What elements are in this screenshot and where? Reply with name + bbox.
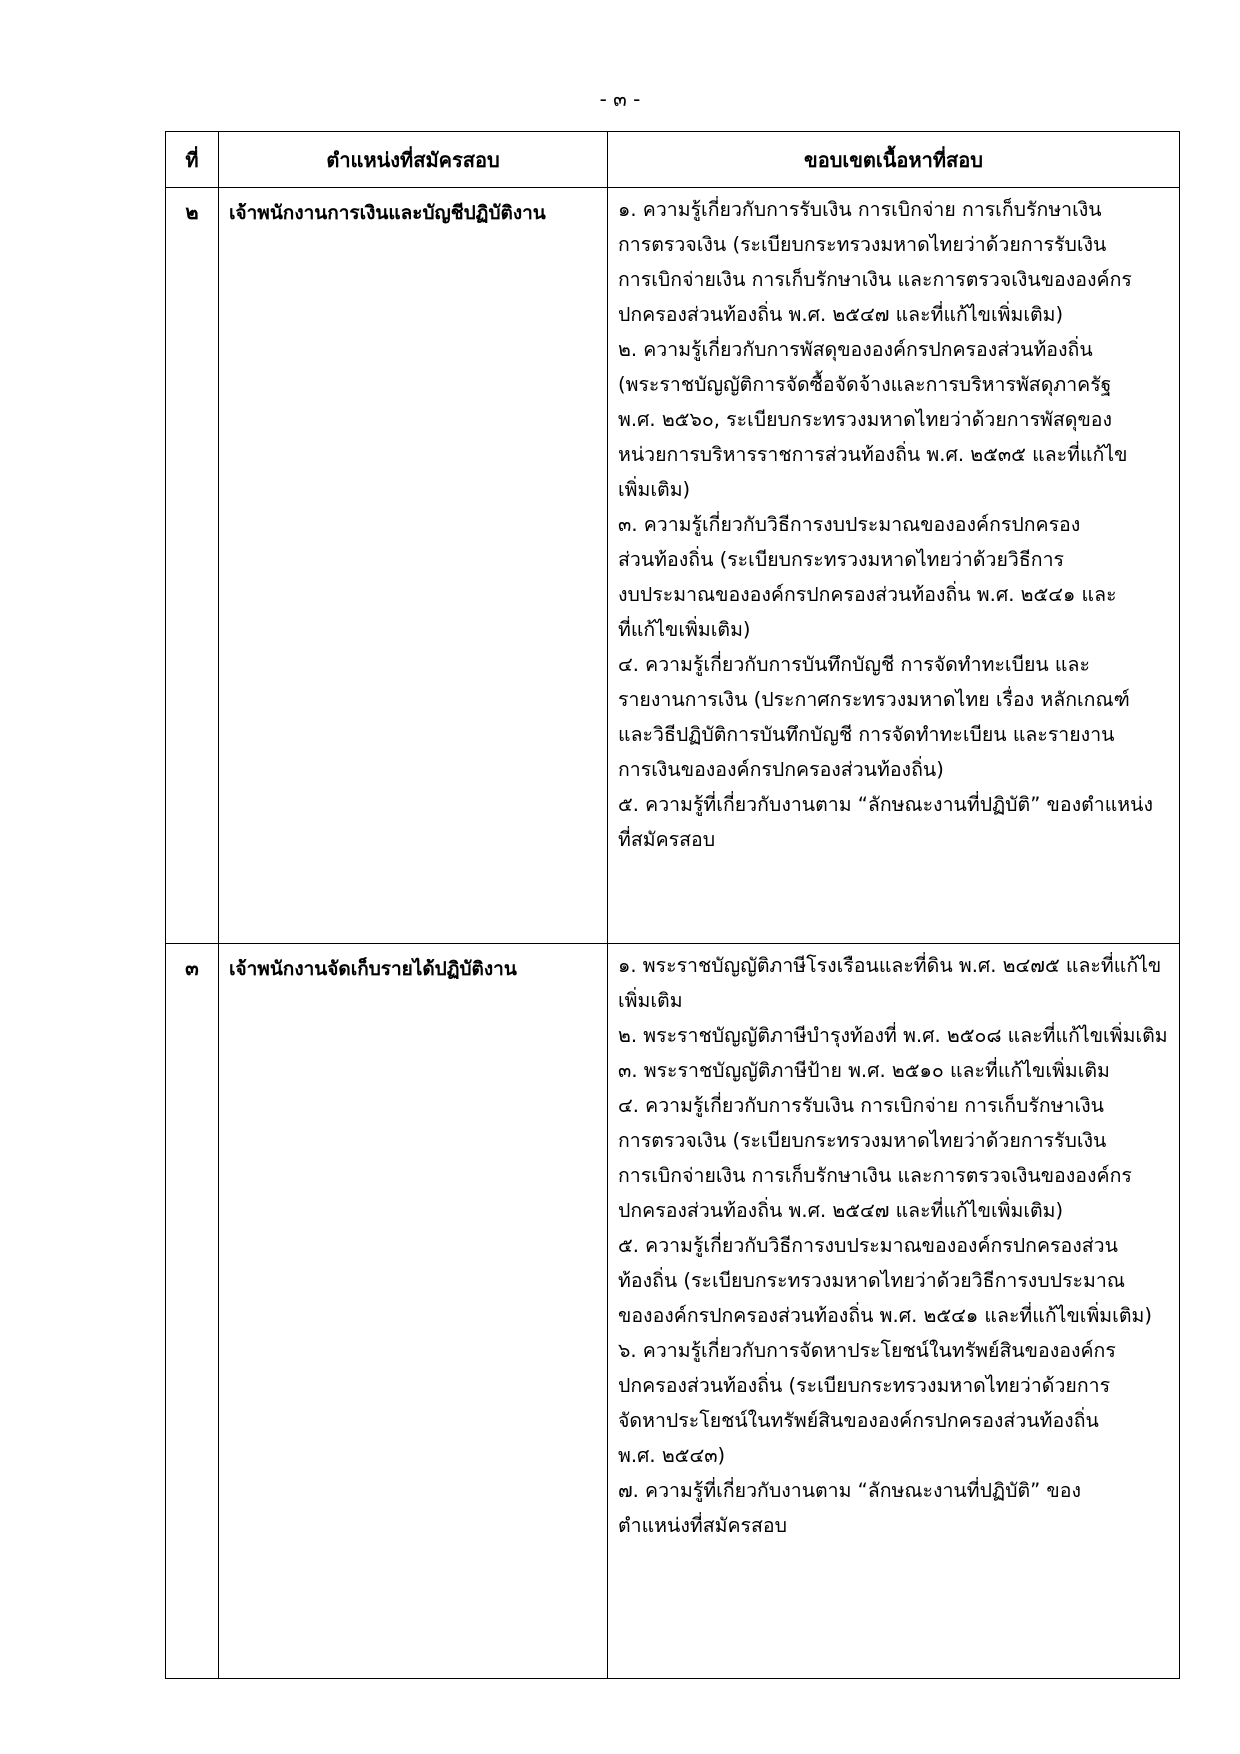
scope-line: ๗. ความรู้ที่เกี่ยวกับงานตาม “ลักษณะงานที่ปฏิบัติ” ของ xyxy=(618,1479,1081,1502)
exam-scope-table xyxy=(165,131,1180,1679)
row-number: ๓ xyxy=(166,944,219,1679)
scope-line: การตรวจเงิน (ระเบียบกระทรวงมหาดไทยว่าด้วยการรับเงิน xyxy=(618,233,1107,256)
header-position: ตำแหน่งที่สมัครสอบ xyxy=(219,132,608,188)
scope-line: ขององค์กรปกครองส่วนท้องถิ่น พ.ศ. ๒๕๔๑ และที่แก้ไขเพิ่มเติม) xyxy=(618,1304,1152,1327)
header-scope: ขอบเขตเนื้อหาที่สอบ xyxy=(608,132,1180,188)
scope-content xyxy=(608,188,1180,944)
scope-line: ๑. ความรู้เกี่ยวกับการรับเงิน การเบิกจ่าย การเก็บรักษาเงิน xyxy=(618,198,1102,221)
scope-line: ส่วนท้องถิ่น (ระเบียบกระทรวงมหาดไทยว่าด้วยวิธีการ xyxy=(618,548,1064,571)
page-number: - ๓ - xyxy=(599,87,641,111)
scope-line: ๖. ความรู้เกี่ยวกับการจัดหาประโยชน์ในทรัพย์สินขององค์กร xyxy=(618,1339,1116,1362)
scope-line: พ.ศ. ๒๕๔๓) xyxy=(618,1444,726,1467)
scope-line: ที่แก้ไขเพิ่มเติม) xyxy=(618,618,751,641)
scope-line: ๕. ความรู้ที่เกี่ยวกับงานตาม “ลักษณะงานที่ปฏิบัติ” ของตำแหน่ง xyxy=(618,793,1153,816)
scope-line: การตรวจเงิน (ระเบียบกระทรวงมหาดไทยว่าด้วยการรับเงิน xyxy=(618,1129,1107,1152)
scope-line: ๓. พระราชบัญญัติภาษีป้าย พ.ศ. ๒๕๑๐ และที่แก้ไขเพิ่มเติม xyxy=(618,1059,1110,1082)
scope-line: (พระราชบัญญัติการจัดซื้อจัดจ้างและการบริหารพัสดุภาครัฐ xyxy=(618,373,1112,396)
scope-line: การเงินขององค์กรปกครองส่วนท้องถิ่น) xyxy=(618,758,944,781)
scope-line: เพิ่มเติม) xyxy=(618,478,691,501)
scope-line: ๔. ความรู้เกี่ยวกับการรับเงิน การเบิกจ่าย การเก็บรักษาเงิน xyxy=(618,1094,1105,1117)
table-header-row xyxy=(166,132,1180,188)
scope-line: พ.ศ. ๒๕๖๐, ระเบียบกระทรวงมหาดไทยว่าด้วยการพัสดุของ xyxy=(618,408,1113,431)
scope-line: หน่วยการบริหารราชการส่วนท้องถิ่น พ.ศ. ๒๕๓๕ และที่แก้ไข xyxy=(618,443,1128,466)
scope-line: เพิ่มเติม xyxy=(618,989,683,1012)
table-row xyxy=(166,188,1180,944)
scope-line: ๒. พระราชบัญญัติภาษีบำรุงท้องที่ พ.ศ. ๒๕๐๘ และที่แก้ไขเพิ่มเติม xyxy=(618,1024,1168,1047)
scope-line: การเบิกจ่ายเงิน การเก็บรักษาเงิน และการตรวจเงินขององค์กร xyxy=(618,1164,1132,1187)
scope-line: งบประมาณขององค์กรปกครองส่วนท้องถิ่น พ.ศ. ๒๕๔๑ และ xyxy=(618,583,1117,606)
row-number: ๒ xyxy=(166,188,219,944)
scope-line: รายงานการเงิน (ประกาศกระทรวงมหาดไทย เรื่อง หลักเกณฑ์ xyxy=(618,688,1130,711)
table-row xyxy=(166,944,1180,1679)
scope-line: ตำแหน่งที่สมัครสอบ xyxy=(618,1514,788,1537)
scope-line: ๕. ความรู้เกี่ยวกับวิธีการงบประมาณขององค์กรปกครองส่วน xyxy=(618,1234,1118,1257)
scope-line: ๔. ความรู้เกี่ยวกับการบันทึกบัญชี การจัดทำทะเบียน และ xyxy=(618,653,1090,676)
scope-line: ที่สมัครสอบ xyxy=(618,828,716,851)
scope-line: ๓. ความรู้เกี่ยวกับวิธีการงบประมาณขององค์กรปกครอง xyxy=(618,513,1081,536)
scope-line: และวิธีปฏิบัติการบันทึกบัญชี การจัดทำทะเบียน และรายงาน xyxy=(618,723,1115,746)
position-title: เจ้าพนักงานจัดเก็บรายได้ปฏิบัติงาน xyxy=(219,944,608,1679)
scope-line: ๑. พระราชบัญญัติภาษีโรงเรือนและที่ดิน พ.ศ. ๒๔๗๕ และที่แก้ไข xyxy=(618,954,1162,977)
scope-line: จัดหาประโยชน์ในทรัพย์สินขององค์กรปกครองส่วนท้องถิ่น xyxy=(618,1409,1099,1432)
scope-line: ท้องถิ่น (ระเบียบกระทรวงมหาดไทยว่าด้วยวิธีการงบประมาณ xyxy=(618,1269,1125,1292)
scope-line: ปกครองส่วนท้องถิ่น พ.ศ. ๒๕๔๗ และที่แก้ไขเพิ่มเติม) xyxy=(618,1199,1064,1222)
scope-line: ๒. ความรู้เกี่ยวกับการพัสดุขององค์กรปกครองส่วนท้องถิ่น xyxy=(618,338,1093,361)
scope-content xyxy=(608,944,1180,1679)
scope-line: ปกครองส่วนท้องถิ่น พ.ศ. ๒๕๔๗ และที่แก้ไขเพิ่มเติม) xyxy=(618,303,1064,326)
header-no: ที่ xyxy=(166,132,219,188)
position-title: เจ้าพนักงานการเงินและบัญชีปฏิบัติงาน xyxy=(219,188,608,944)
scope-line: ปกครองส่วนท้องถิ่น (ระเบียบกระทรวงมหาดไทยว่าด้วยการ xyxy=(618,1374,1111,1397)
scope-line: การเบิกจ่ายเงิน การเก็บรักษาเงิน และการตรวจเงินขององค์กร xyxy=(618,268,1132,291)
